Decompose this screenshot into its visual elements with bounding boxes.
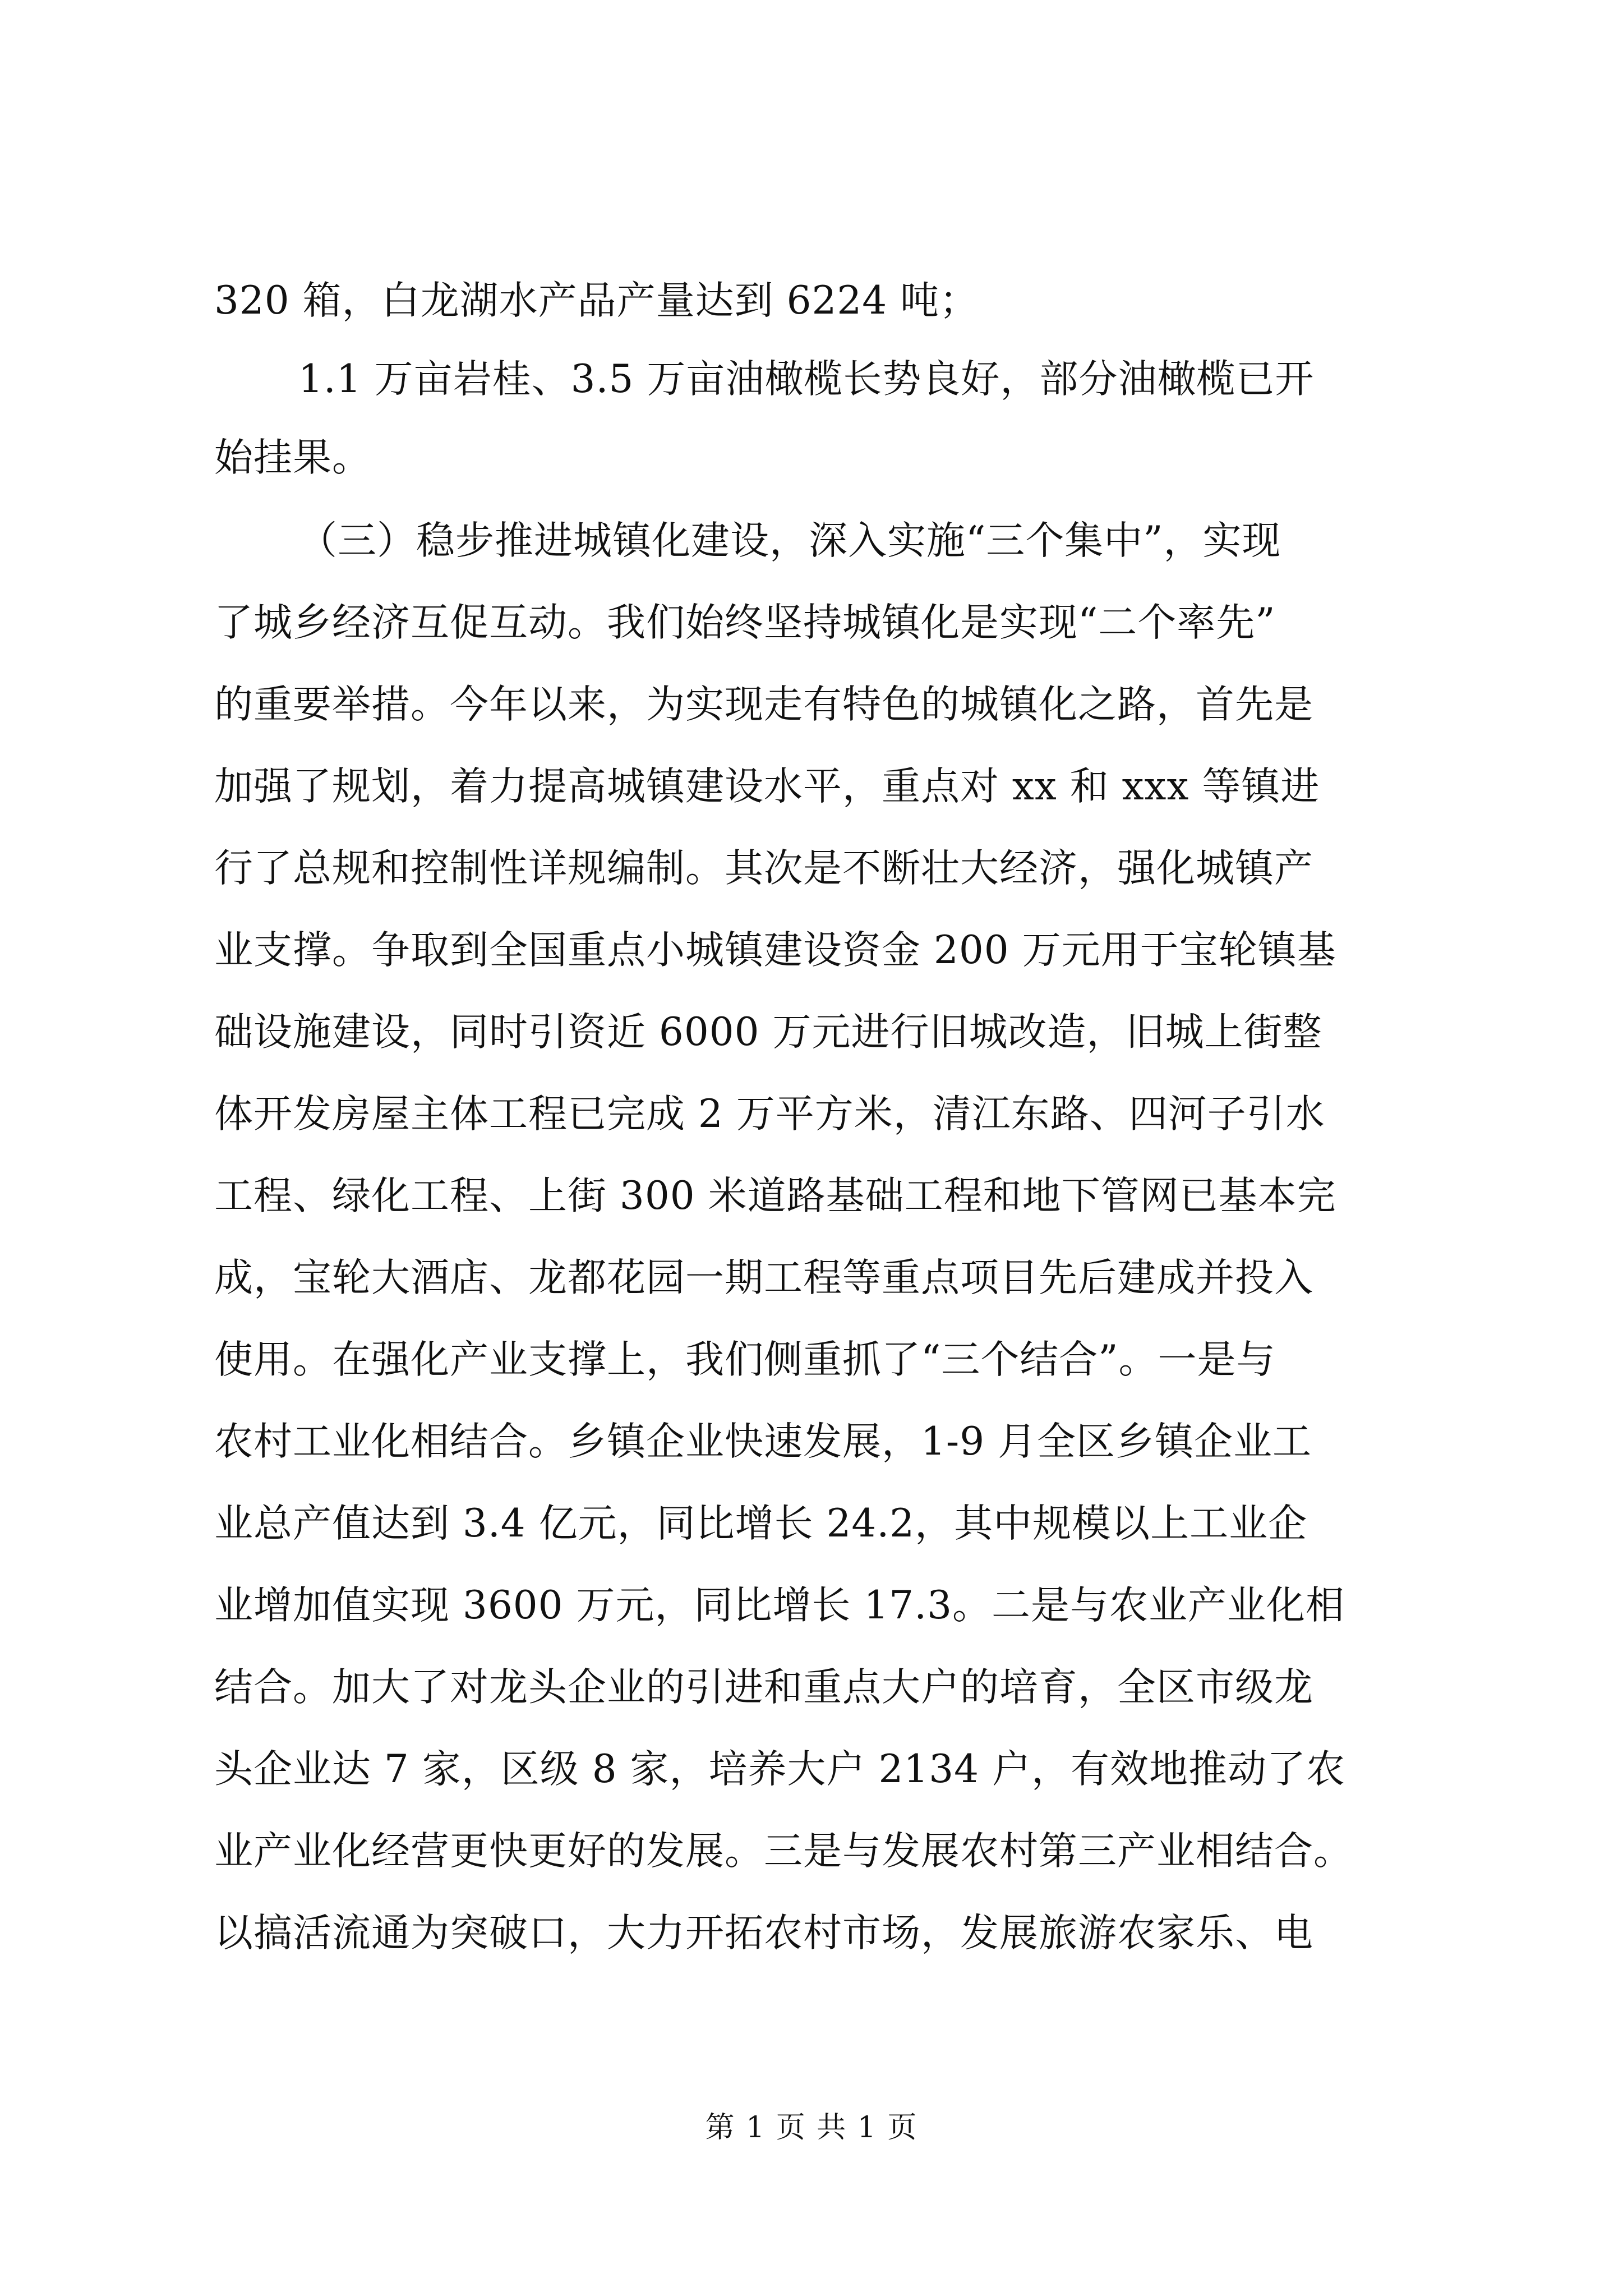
text-line: 农村工业化相结合。乡镇企业快速发展，1-9 月全区乡镇企业工 (214, 1419, 1312, 1464)
text-line: 使用。在强化产业支撑上，我们侧重抓了“三个结合”。一是与 (214, 1337, 1276, 1382)
text-line: 成，宝轮大酒店、龙都花园一期工程等重点项目先后建成并投入 (214, 1255, 1313, 1300)
text-line: 础设施建设，同时引资近 6000 万元进行旧城改造，旧城上街整 (214, 1010, 1322, 1055)
page-footer: 第 1 页 共 1 页 (705, 2111, 918, 2145)
text-line: 结合。加大了对龙头企业的引进和重点大户的培育，全区市级龙 (214, 1665, 1313, 1710)
text-line: 业总产值达到 3.4 亿元，同比增长 24.2，其中规模以上工业企 (214, 1501, 1308, 1546)
text-line: 以搞活流通为突破口，大力开拓农村市场，发展旅游农家乐、电 (214, 1911, 1313, 1955)
text-line: 业支撑。争取到全国重点小城镇建设资金 200 万元用于宝轮镇基 (214, 928, 1336, 973)
text-line: 工程、绿化工程、上街 300 米道路基础工程和地下管网已基本完 (214, 1174, 1336, 1218)
text-line: 加强了规划，着力提高城镇建设水平，重点对 xx 和 xxx 等镇进 (214, 764, 1320, 809)
text-line: 的重要举措。今年以来，为实现走有特色的城镇化之路，首先是 (214, 682, 1313, 727)
text-line: 业增加值实现 3600 万元，同比增长 17.3。二是与农业产业化相 (214, 1583, 1345, 1628)
text-line: 行了总规和控制性详规编制。其次是不断壮大经济，强化城镇产 (214, 846, 1313, 891)
text-line: （三）稳步推进城镇化建设，深入实施“三个集中”，实现 (298, 518, 1281, 563)
text-line: 头企业达 7 家，区级 8 家，培养大户 2134 户，有效地推动了农 (214, 1747, 1345, 1792)
text-line: 1.1 万亩岩桂、3.5 万亩油橄榄长势良好，部分油橄榄已开 (298, 357, 1315, 402)
text-line: 了城乡经济互促互动。我们始终坚持城镇化是实现“二个率先” (214, 600, 1276, 645)
text-line: 320 箱，白龙湖水产品产量达到 6224 吨； (214, 278, 979, 323)
text-line: 始挂果。 (214, 435, 371, 480)
text-line: 业产业化经营更快更好的发展。三是与发展农村第三产业相结合。 (214, 1829, 1353, 1874)
text-line: 体开发房屋主体工程已完成 2 万平方米，清江东路、四河子引水 (214, 1092, 1325, 1137)
